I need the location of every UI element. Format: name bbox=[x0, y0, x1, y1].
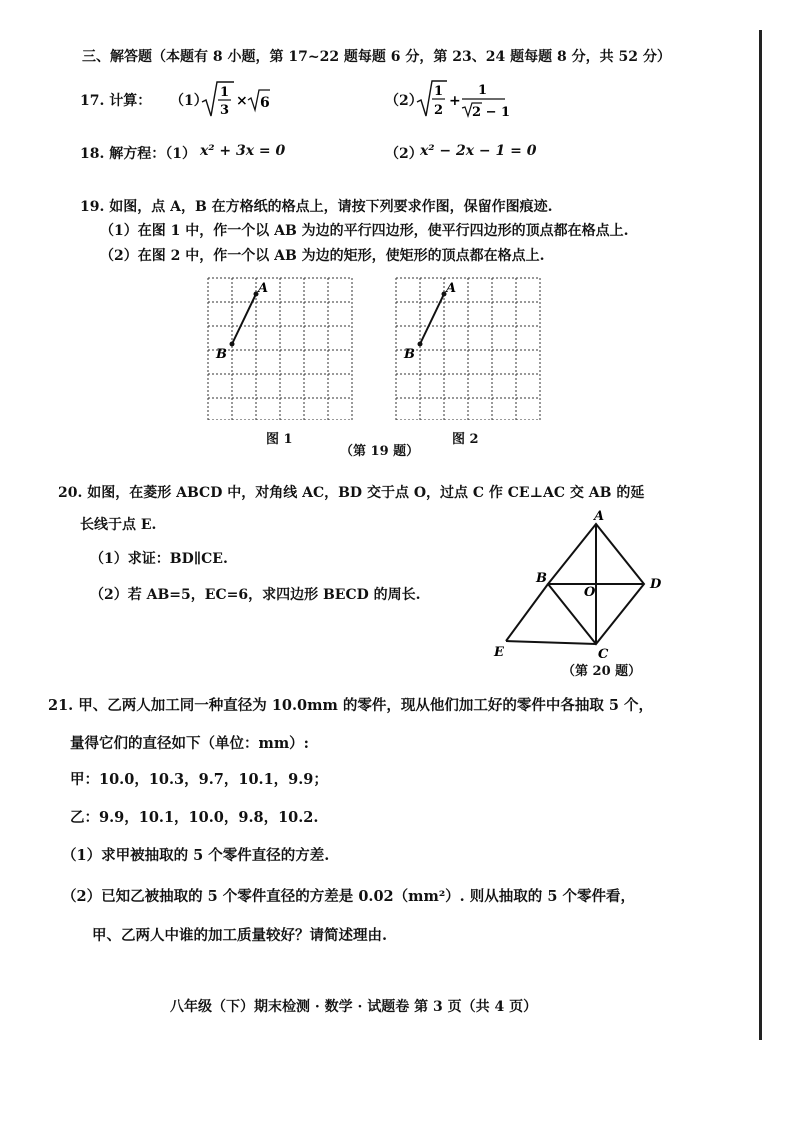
q21-stem-line1: 21. 甲、乙两人加工同一种直径为 10.0mm 的零件，现从他们加工好的零件中各抽取 5 个， bbox=[48, 697, 654, 714]
section-heading: 三、解答题（本题有 8 小题，第 17~22 题每题 6 分，第 23、24 题每题 8 分，共 52 分） bbox=[82, 49, 671, 65]
q19-fig2-caption: 图 2 bbox=[452, 432, 479, 447]
svg-text:6: 6 bbox=[260, 95, 270, 111]
q19-fig1-caption: 图 1 bbox=[266, 432, 293, 447]
q21-yi-data: 乙：9.9，10.1，10.0，9.8，10.2. bbox=[70, 809, 319, 826]
svg-text:1: 1 bbox=[478, 83, 488, 98]
q19-figure-1 bbox=[200, 270, 360, 424]
q20-figure-caption: （第 20 题） bbox=[562, 664, 642, 679]
q17-expr2 bbox=[415, 76, 515, 126]
svg-text:2: 2 bbox=[434, 103, 444, 118]
q21-part2-line2: 甲、乙两人中谁的加工质量较好？请简述理由. bbox=[92, 927, 388, 944]
q18-eq1: x² + 3x = 0 bbox=[200, 143, 286, 159]
q21-jia-data: 甲：10.0，10.3，9.7，10.1，9.9； bbox=[70, 771, 328, 788]
q21-stem-line2: 量得它们的直径如下（单位：mm）: bbox=[70, 735, 310, 752]
svg-text:1: 1 bbox=[220, 85, 230, 100]
q19-fig2-label-b: B bbox=[404, 347, 415, 362]
q18-eq2: x² − 2x − 1 = 0 bbox=[420, 143, 537, 159]
q17-number: 17. 计算： bbox=[80, 93, 152, 109]
q20-label-a: A bbox=[594, 509, 605, 524]
svg-text:1: 1 bbox=[434, 84, 444, 99]
q21-part2-line1: （2）已知乙被抽取的 5 个零件直径的方差是 0.02（mm²）. 则从抽取的 5 个零件看， bbox=[62, 888, 635, 905]
q19-stem: 19. 如图，点 A，B 在方格纸的格点上，请按下列要求作图，保留作图痕迹. bbox=[80, 199, 553, 215]
page-edge-line bbox=[759, 30, 762, 1040]
q19-figure-2 bbox=[388, 270, 548, 424]
q19-figure-caption: （第 19 题） bbox=[340, 444, 420, 459]
page-footer: 八年级（下）期末检测 · 数学 · 试题卷 第 3 页（共 4 页） bbox=[170, 999, 538, 1015]
svg-text:+: + bbox=[449, 93, 461, 109]
svg-text:2 − 1: 2 − 1 bbox=[472, 105, 511, 120]
q18-part2-label: （2） bbox=[385, 146, 423, 162]
q19-part1: （1）在图 1 中，作一个以 AB 为边的平行四边形，使平行四边形的顶点都在格点上. bbox=[100, 223, 629, 239]
q20-stem-line2: 长线于点 E. bbox=[80, 517, 157, 533]
q20-stem-line1: 20. 如图，在菱形 ABCD 中，对角线 AC，BD 交于点 O，过点 C 作 CE⊥AC 交 AB 的延 bbox=[58, 485, 645, 501]
q20-label-d: D bbox=[650, 577, 662, 592]
q20-part1: （1）求证：BD∥CE. bbox=[90, 551, 228, 567]
q20-part2: （2）若 AB=5，EC=6，求四边形 BECD 的周长. bbox=[90, 587, 421, 603]
q17-part2-label: （2） bbox=[385, 93, 423, 109]
q19-fig1-label-a: A bbox=[258, 281, 269, 296]
q20-label-e: E bbox=[494, 645, 504, 660]
svg-text:×: × bbox=[236, 93, 248, 109]
q20-label-b: B bbox=[536, 571, 547, 586]
q19-fig2-label-a: A bbox=[446, 281, 457, 296]
q19-part2: （2）在图 2 中，作一个以 AB 为边的矩形，使矩形的顶点都在格点上. bbox=[100, 248, 545, 264]
q20-label-o: O bbox=[584, 585, 596, 600]
q18-line: 18. 解方程：（1） bbox=[80, 146, 196, 162]
q20-label-c: C bbox=[598, 647, 609, 662]
q19-fig1-label-b: B bbox=[216, 347, 227, 362]
q17-expr1 bbox=[200, 78, 270, 124]
q20-figure-rhombus bbox=[488, 508, 678, 682]
q21-part1: （1）求甲被抽取的 5 个零件直径的方差. bbox=[62, 847, 330, 864]
svg-text:3: 3 bbox=[220, 103, 230, 118]
q17-part1-label: （1） bbox=[170, 93, 208, 109]
